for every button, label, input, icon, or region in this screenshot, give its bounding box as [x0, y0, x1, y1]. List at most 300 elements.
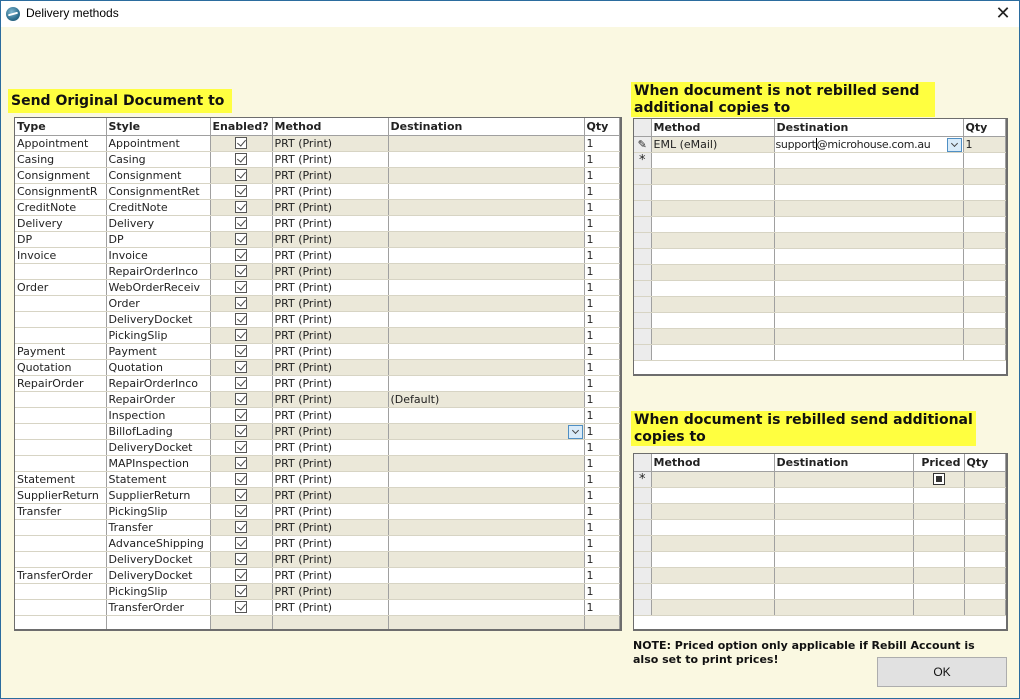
empty-cell	[774, 551, 913, 567]
enabled-checkbox[interactable]	[235, 329, 247, 341]
row-selector	[634, 184, 651, 200]
enabled-checkbox[interactable]	[235, 489, 247, 501]
enabled-checkbox-cell[interactable]	[210, 439, 272, 455]
type-cell: Invoice	[15, 247, 106, 263]
table-row[interactable]	[15, 295, 620, 311]
column-header-method[interactable]: Method	[651, 454, 774, 471]
destination-cell[interactable]	[388, 583, 584, 599]
empty-cell	[913, 551, 964, 567]
style-cell[interactable]: PickingSlip	[106, 583, 210, 599]
table-row[interactable]	[15, 343, 620, 359]
row-selector	[634, 583, 651, 599]
style-cell[interactable]: DeliveryDocket	[106, 567, 210, 583]
not-rebilled-grid-header	[634, 119, 1006, 136]
column-header-priced[interactable]: Priced	[913, 454, 964, 471]
empty-cell	[651, 296, 774, 312]
enabled-checkbox[interactable]	[235, 457, 247, 469]
empty-cell	[964, 551, 1006, 567]
enabled-checkbox[interactable]	[235, 393, 247, 405]
row-selector	[634, 487, 651, 503]
style-cell[interactable]: DeliveryDocket	[106, 311, 210, 327]
method-cell[interactable]: PRT (Print)	[272, 279, 388, 295]
qty-cell[interactable]: 1	[584, 247, 620, 263]
enabled-checkbox[interactable]	[235, 297, 247, 309]
enabled-checkbox-cell[interactable]	[210, 167, 272, 183]
style-cell[interactable]: Invoice	[106, 247, 210, 263]
enabled-checkbox[interactable]	[235, 249, 247, 261]
method-cell[interactable]: PRT (Print)	[272, 407, 388, 423]
enabled-checkbox[interactable]	[235, 553, 247, 565]
destination-cell[interactable]	[388, 551, 584, 567]
method-cell[interactable]: PRT (Print)	[272, 295, 388, 311]
column-header-style[interactable]: Style	[106, 118, 210, 135]
empty-cell	[964, 583, 1006, 599]
qty-cell[interactable]: 1	[584, 439, 620, 455]
qty-cell[interactable]: 1	[584, 135, 620, 151]
style-cell[interactable]: PickingSlip	[106, 327, 210, 343]
qty-cell[interactable]: 1	[584, 279, 620, 295]
enabled-checkbox[interactable]	[235, 585, 247, 597]
send-original-label: Send Original Document to	[8, 89, 232, 113]
empty-row	[634, 551, 1006, 567]
destination-cell[interactable]	[388, 247, 584, 263]
method-cell[interactable]: PRT (Print)	[272, 327, 388, 343]
empty-cell	[651, 312, 774, 328]
qty-cell[interactable]: 1	[584, 423, 620, 439]
empty-cell	[963, 232, 1006, 248]
style-cell[interactable]: Appointment	[106, 135, 210, 151]
destination-cell[interactable]	[388, 359, 584, 375]
method-cell[interactable]: PRT (Print)	[272, 199, 388, 215]
enabled-checkbox-cell[interactable]	[210, 391, 272, 407]
enabled-checkbox-cell[interactable]	[210, 471, 272, 487]
enabled-checkbox[interactable]	[235, 201, 247, 213]
method-cell[interactable]: PRT (Print)	[272, 551, 388, 567]
row-selector	[634, 599, 651, 615]
table-row[interactable]	[15, 391, 620, 407]
style-cell[interactable]: Casing	[106, 151, 210, 167]
destination-cell[interactable]	[388, 295, 584, 311]
table-row[interactable]	[15, 215, 620, 231]
row-selector[interactable]	[634, 136, 651, 152]
style-cell[interactable]: Order	[106, 295, 210, 311]
method-cell[interactable]: PRT (Print)	[272, 471, 388, 487]
empty-cell	[651, 248, 774, 264]
destination-cell[interactable]	[388, 455, 584, 471]
column-header-qty[interactable]: Qty	[964, 454, 1006, 471]
enabled-checkbox[interactable]	[235, 361, 247, 373]
destination-cell[interactable]	[388, 231, 584, 247]
empty-cell	[964, 599, 1006, 615]
method-cell[interactable]: PRT (Print)	[272, 455, 388, 471]
enabled-checkbox[interactable]	[235, 169, 247, 181]
enabled-checkbox-cell[interactable]	[210, 455, 272, 471]
enabled-checkbox[interactable]	[235, 425, 247, 437]
method-cell[interactable]: PRT (Print)	[272, 503, 388, 519]
qty-cell[interactable]: 1	[584, 183, 620, 199]
qty-cell[interactable]: 1	[584, 599, 620, 615]
empty-cell	[774, 503, 913, 519]
table-row[interactable]	[15, 519, 620, 535]
table-row[interactable]	[15, 359, 620, 375]
qty-cell[interactable]: 1	[584, 567, 620, 583]
qty-cell[interactable]: 1	[584, 455, 620, 471]
destination-text-after-cursor: @microhouse.com.au	[816, 137, 931, 151]
qty-cell[interactable]: 1	[584, 407, 620, 423]
method-cell[interactable]: PRT (Print)	[272, 215, 388, 231]
new-row[interactable]	[634, 152, 1006, 168]
ok-button[interactable]: OK	[877, 657, 1007, 687]
table-row[interactable]	[15, 231, 620, 247]
destination-cell[interactable]	[388, 407, 584, 423]
type-cell	[15, 519, 106, 535]
method-cell[interactable]: PRT (Print)	[272, 519, 388, 535]
empty-cell	[651, 599, 774, 615]
destination-cell[interactable]	[388, 311, 584, 327]
table-row[interactable]	[15, 375, 620, 391]
enabled-checkbox[interactable]	[235, 153, 247, 165]
destination-cell[interactable]	[774, 152, 963, 168]
enabled-checkbox[interactable]	[235, 233, 247, 245]
destination-cell[interactable]	[388, 183, 584, 199]
style-cell[interactable]: RepairOrderInco	[106, 375, 210, 391]
column-header-enabled[interactable]: Enabled?	[210, 118, 272, 135]
style-cell[interactable]: AdvanceShipping	[106, 535, 210, 551]
rebilled-label-line1: When document is rebilled send additional	[634, 412, 973, 428]
qty-cell[interactable]: 1	[584, 151, 620, 167]
table-row[interactable]	[15, 183, 620, 199]
destination-cell[interactable]	[774, 471, 913, 487]
enabled-checkbox[interactable]	[235, 137, 247, 149]
qty-cell[interactable]: 1	[584, 535, 620, 551]
type-cell	[15, 311, 106, 327]
destination-cell[interactable]	[388, 199, 584, 215]
method-cell[interactable]: PRT (Print)	[272, 599, 388, 615]
enabled-checkbox-cell[interactable]	[210, 247, 272, 263]
enabled-checkbox[interactable]	[235, 217, 247, 229]
enabled-checkbox-cell[interactable]	[210, 151, 272, 167]
enabled-checkbox-cell[interactable]	[210, 359, 272, 375]
enabled-checkbox[interactable]	[235, 409, 247, 421]
enabled-checkbox-cell[interactable]	[210, 423, 272, 439]
empty-cell	[651, 328, 774, 344]
enabled-checkbox[interactable]	[235, 185, 247, 197]
method-cell[interactable]: PRT (Print)	[272, 567, 388, 583]
style-cell[interactable]: CreditNote	[106, 199, 210, 215]
type-cell: Appointment	[15, 135, 106, 151]
enabled-checkbox-cell[interactable]	[210, 519, 272, 535]
style-cell[interactable]: RepairOrderInco	[106, 263, 210, 279]
destination-cell[interactable]	[388, 263, 584, 279]
destination-cell[interactable]	[388, 599, 584, 615]
enabled-checkbox[interactable]	[235, 281, 247, 293]
enabled-checkbox-cell[interactable]	[210, 135, 272, 151]
enabled-checkbox-cell[interactable]	[210, 279, 272, 295]
type-cell: CreditNote	[15, 199, 106, 215]
empty-cell	[774, 519, 913, 535]
row-selector[interactable]	[634, 471, 651, 487]
enabled-checkbox[interactable]	[235, 313, 247, 325]
enabled-checkbox[interactable]	[235, 601, 247, 613]
qty-cell[interactable]: 1	[584, 551, 620, 567]
qty-cell[interactable]: 1	[584, 487, 620, 503]
empty-cell	[774, 599, 913, 615]
table-row[interactable]	[15, 551, 620, 567]
qty-cell[interactable]: 1	[584, 471, 620, 487]
enabled-checkbox[interactable]	[235, 537, 247, 549]
enabled-checkbox-cell[interactable]	[210, 487, 272, 503]
empty-cell	[774, 344, 963, 360]
style-cell[interactable]: DeliveryDocket	[106, 551, 210, 567]
table-row[interactable]	[15, 263, 620, 279]
row-selector	[634, 200, 651, 216]
destination-cell[interactable]	[388, 567, 584, 583]
enabled-checkbox-cell[interactable]	[210, 215, 272, 231]
enabled-checkbox-cell[interactable]	[210, 583, 272, 599]
qty-cell[interactable]	[963, 152, 1006, 168]
rebilled-label-line2: copies to	[634, 429, 706, 445]
qty-cell[interactable]: 1	[963, 136, 1006, 152]
style-cell[interactable]: Delivery	[106, 215, 210, 231]
destination-cell[interactable]	[388, 375, 584, 391]
new-row[interactable]	[634, 471, 1006, 487]
table-row[interactable]	[15, 407, 620, 423]
table-row[interactable]	[15, 567, 620, 583]
empty-cell	[651, 264, 774, 280]
row-selector[interactable]	[634, 152, 651, 168]
qty-cell[interactable]: 1	[584, 503, 620, 519]
method-cell[interactable]: PRT (Print)	[272, 135, 388, 151]
qty-cell[interactable]: 1	[584, 583, 620, 599]
table-row[interactable]	[15, 135, 620, 151]
qty-cell[interactable]: 1	[584, 311, 620, 327]
qty-cell[interactable]: 1	[584, 215, 620, 231]
row-selector	[634, 216, 651, 232]
column-header-type[interactable]: Type	[15, 118, 106, 135]
chevron-down-icon[interactable]	[568, 425, 583, 439]
destination-cell[interactable]	[388, 151, 584, 167]
column-header-destination[interactable]: Destination	[388, 118, 584, 135]
destination-cell[interactable]	[388, 487, 584, 503]
qty-cell[interactable]: 1	[584, 375, 620, 391]
method-cell[interactable]: EML (eMail)	[651, 136, 774, 152]
enabled-checkbox-cell[interactable]	[210, 567, 272, 583]
enabled-checkbox-cell[interactable]	[210, 183, 272, 199]
method-cell[interactable]: PRT (Print)	[272, 535, 388, 551]
qty-cell[interactable]: 1	[584, 391, 620, 407]
qty-cell[interactable]: 1	[584, 231, 620, 247]
empty-row	[634, 248, 1006, 264]
destination-cell[interactable]	[388, 135, 584, 151]
style-cell[interactable]: Inspection	[106, 407, 210, 423]
priced-checkbox-indeterminate[interactable]	[933, 473, 945, 485]
style-cell[interactable]: DeliveryDocket	[106, 439, 210, 455]
table-row[interactable]	[15, 599, 620, 615]
empty-cell	[774, 583, 913, 599]
original-document-grid	[14, 117, 622, 631]
method-cell[interactable]: PRT (Print)	[272, 183, 388, 199]
qty-cell	[584, 615, 620, 631]
style-cell[interactable]: Consignment	[106, 167, 210, 183]
empty-cell	[651, 487, 774, 503]
destination-cell[interactable]	[388, 423, 584, 439]
enabled-checkbox-cell[interactable]	[210, 327, 272, 343]
type-cell: Transfer	[15, 503, 106, 519]
table-row[interactable]	[15, 167, 620, 183]
table-row[interactable]	[15, 423, 620, 439]
enabled-checkbox[interactable]	[235, 569, 247, 581]
style-cell[interactable]: PickingSlip	[106, 503, 210, 519]
chevron-down-icon[interactable]	[947, 138, 962, 152]
style-cell[interactable]: Quotation	[106, 359, 210, 375]
enabled-checkbox[interactable]	[235, 377, 247, 389]
enabled-checkbox-cell[interactable]	[210, 311, 272, 327]
style-cell[interactable]: BillofLading	[106, 423, 210, 439]
enabled-checkbox[interactable]	[235, 521, 247, 533]
row-header-corner	[634, 454, 651, 471]
table-row[interactable]	[15, 535, 620, 551]
destination-cell[interactable]	[388, 279, 584, 295]
qty-cell[interactable]: 1	[584, 295, 620, 311]
style-cell[interactable]: Transfer	[106, 519, 210, 535]
table-row[interactable]	[15, 503, 620, 519]
enabled-checkbox[interactable]	[235, 265, 247, 277]
enabled-checkbox-cell[interactable]	[210, 199, 272, 215]
column-header-destination[interactable]: Destination	[774, 119, 963, 136]
table-row[interactable]	[15, 455, 620, 471]
method-cell[interactable]: PRT (Print)	[272, 359, 388, 375]
enabled-checkbox[interactable]	[235, 473, 247, 485]
empty-cell	[774, 280, 963, 296]
table-row[interactable]	[15, 199, 620, 215]
empty-row	[634, 503, 1006, 519]
empty-cell	[963, 264, 1006, 280]
enabled-checkbox[interactable]	[235, 441, 247, 453]
destination-cell[interactable]	[388, 535, 584, 551]
destination-cell[interactable]	[388, 327, 584, 343]
method-cell[interactable]: PRT (Print)	[272, 151, 388, 167]
table-row[interactable]	[15, 151, 620, 167]
column-header-qty[interactable]: Qty	[963, 119, 1006, 136]
enabled-checkbox[interactable]	[235, 505, 247, 517]
destination-cell[interactable]	[388, 391, 584, 407]
column-header-method[interactable]: Method	[272, 118, 388, 135]
enabled-checkbox[interactable]	[235, 345, 247, 357]
destination-cell[interactable]	[388, 439, 584, 455]
table-row[interactable]	[15, 327, 620, 343]
style-cell[interactable]: WebOrderReceiv	[106, 279, 210, 295]
enabled-checkbox-cell[interactable]	[210, 263, 272, 279]
method-cell[interactable]: PRT (Print)	[272, 231, 388, 247]
table-row[interactable]	[15, 439, 620, 455]
style-cell[interactable]: DP	[106, 231, 210, 247]
enabled-checkbox-cell[interactable]	[210, 551, 272, 567]
destination-cell[interactable]	[388, 167, 584, 183]
style-cell[interactable]: Statement	[106, 471, 210, 487]
qty-cell[interactable]: 1	[584, 199, 620, 215]
style-cell[interactable]: TransferOrder	[106, 599, 210, 615]
method-cell[interactable]	[651, 471, 774, 487]
method-cell[interactable]: PRT (Print)	[272, 263, 388, 279]
type-cell	[15, 535, 106, 551]
enabled-checkbox-cell[interactable]	[210, 535, 272, 551]
empty-cell	[651, 567, 774, 583]
qty-cell[interactable]	[964, 471, 1006, 487]
method-cell[interactable]: PRT (Print)	[272, 583, 388, 599]
table-row[interactable]	[634, 136, 1006, 152]
style-cell[interactable]: ConsignmentRet	[106, 183, 210, 199]
qty-cell[interactable]: 1	[584, 343, 620, 359]
type-cell: TransferOrder	[15, 567, 106, 583]
enabled-checkbox-cell[interactable]	[210, 503, 272, 519]
column-header-destination[interactable]: Destination	[774, 454, 913, 471]
method-cell[interactable]: PRT (Print)	[272, 343, 388, 359]
enabled-checkbox-cell[interactable]	[210, 599, 272, 615]
table-row[interactable]	[15, 311, 620, 327]
qty-cell[interactable]: 1	[584, 167, 620, 183]
empty-cell	[774, 296, 963, 312]
enabled-checkbox-cell[interactable]	[210, 343, 272, 359]
empty-cell	[913, 567, 964, 583]
style-cell[interactable]: RepairOrder	[106, 391, 210, 407]
method-cell[interactable]: PRT (Print)	[272, 311, 388, 327]
destination-cell[interactable]	[388, 503, 584, 519]
method-cell[interactable]: PRT (Print)	[272, 247, 388, 263]
method-cell[interactable]: PRT (Print)	[272, 375, 388, 391]
empty-cell	[774, 216, 963, 232]
style-cell[interactable]: Payment	[106, 343, 210, 359]
column-header-qty[interactable]: Qty	[584, 118, 620, 135]
empty-cell	[651, 583, 774, 599]
destination-cell[interactable]	[388, 471, 584, 487]
enabled-checkbox-cell[interactable]	[210, 407, 272, 423]
method-cell[interactable]: PRT (Print)	[272, 423, 388, 439]
method-cell[interactable]: PRT (Print)	[272, 439, 388, 455]
qty-cell[interactable]: 1	[584, 327, 620, 343]
empty-cell	[651, 168, 774, 184]
enabled-checkbox-cell[interactable]	[210, 375, 272, 391]
destination-cell[interactable]	[388, 343, 584, 359]
empty-cell	[963, 216, 1006, 232]
method-cell[interactable]: PRT (Print)	[272, 391, 388, 407]
destination-cell[interactable]	[388, 215, 584, 231]
destination-input[interactable]	[774, 136, 963, 152]
qty-cell[interactable]: 1	[584, 359, 620, 375]
table-row[interactable]	[15, 471, 620, 487]
qty-cell[interactable]: 1	[584, 519, 620, 535]
table-row[interactable]	[15, 487, 620, 503]
qty-cell[interactable]: 1	[584, 263, 620, 279]
style-cell[interactable]: SupplierReturn	[106, 487, 210, 503]
table-row[interactable]	[15, 247, 620, 263]
method-cell[interactable]: PRT (Print)	[272, 167, 388, 183]
empty-cell	[963, 168, 1006, 184]
method-cell[interactable]: PRT (Print)	[272, 487, 388, 503]
original-grid-header	[15, 118, 620, 135]
method-cell[interactable]	[651, 152, 774, 168]
style-cell[interactable]: MAPInspection	[106, 455, 210, 471]
destination-cell[interactable]	[388, 519, 584, 535]
column-header-method[interactable]: Method	[651, 119, 774, 136]
close-button[interactable]: ✕	[995, 3, 1011, 24]
priced-checkbox-cell[interactable]	[913, 471, 964, 487]
enabled-checkbox-cell[interactable]	[210, 231, 272, 247]
enabled-checkbox-cell[interactable]	[210, 295, 272, 311]
destination-value: (Default)	[390, 392, 440, 406]
table-row[interactable]	[15, 583, 620, 599]
table-row[interactable]	[15, 279, 620, 295]
empty-cell	[651, 280, 774, 296]
